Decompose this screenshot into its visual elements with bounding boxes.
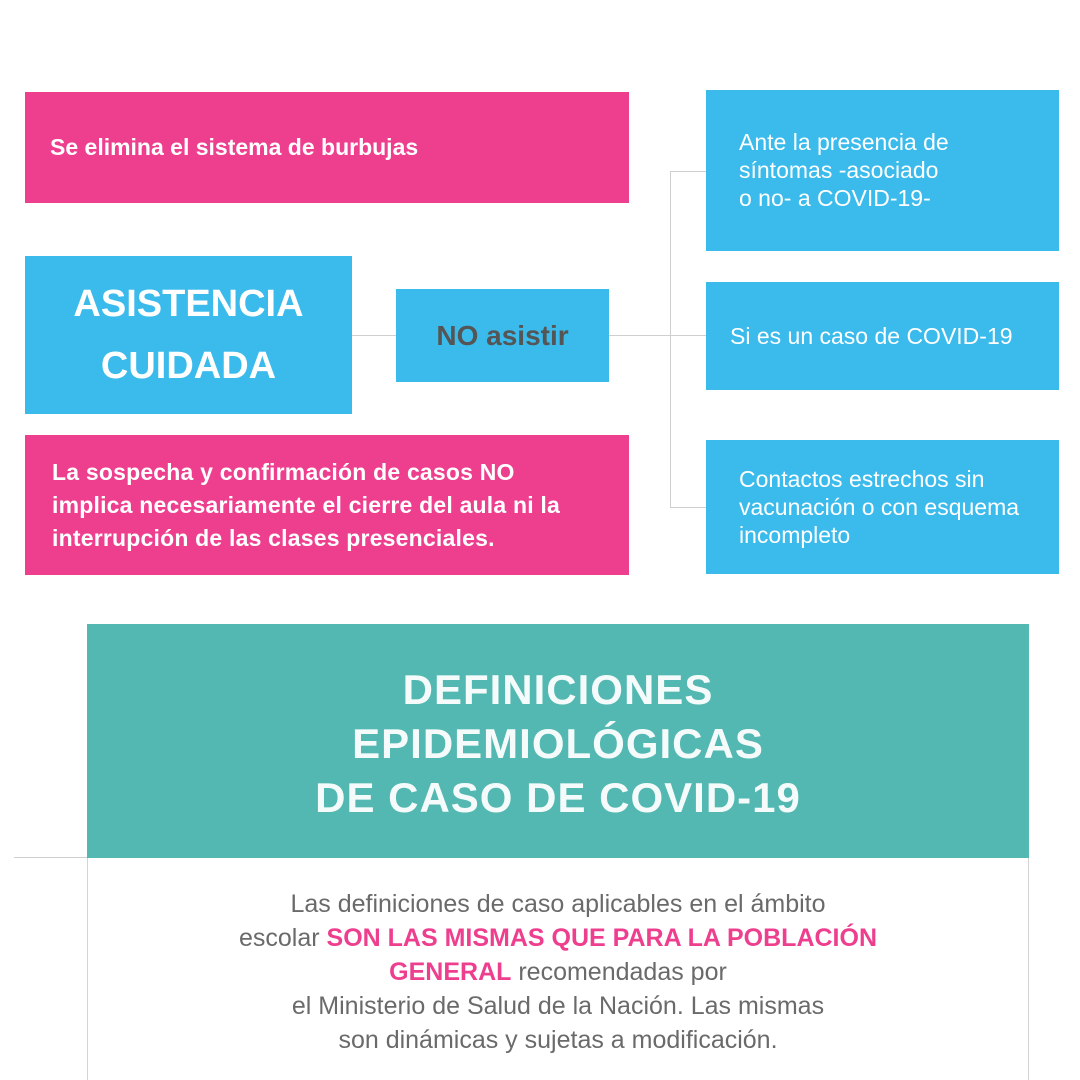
connector-vertical-branch: [670, 171, 671, 508]
bubble-system-note: [25, 92, 629, 203]
suspicion-line-2: implica necesariamente el cierre del aula ni la: [52, 491, 560, 518]
contacts-line-1: Contactos estrechos sin: [739, 466, 985, 492]
no-attend-box: [396, 289, 609, 382]
definitions-body-line-5: son dinámicas y sujetas a modificación.: [338, 1026, 778, 1054]
suspicion-text: [52, 456, 560, 555]
contacts-line-3: incompleto: [739, 522, 851, 548]
suspicion-line-1: La sospecha y confirmación de casos NO: [52, 458, 515, 485]
definitions-body-line-2: [88, 921, 1028, 955]
connector-to-symptoms: [670, 171, 706, 172]
symptoms-line-1: Ante la presencia de: [739, 129, 949, 155]
bubble-system-text: Se elimina el sistema de burbujas: [50, 134, 419, 160]
connector-title-to-no-asistir: [352, 335, 396, 336]
covid-case-text: Si es un caso de COVID-19: [730, 323, 1013, 349]
contacts-line-2: vacunación o con esquema: [739, 494, 1020, 520]
condition-covid-case: [706, 282, 1059, 390]
condition-contacts: [706, 440, 1059, 574]
definitions-header: [87, 624, 1029, 858]
condition-symptoms: [706, 90, 1059, 251]
definitions-highlight-2: GENERAL: [389, 958, 512, 986]
symptoms-line-3: o no- a COVID-19-: [739, 185, 931, 211]
main-title-box: [25, 256, 352, 414]
contacts-text: [739, 465, 1019, 549]
connector-to-contacts: [670, 507, 706, 508]
definitions-title-line-1: DEFINICIONES: [402, 666, 714, 713]
definitions-body-line-3: [88, 955, 1028, 989]
no-attend-text: NO asistir: [436, 319, 569, 351]
connector-no-asistir-to-branches: [609, 335, 671, 336]
connector-to-covid-case: [670, 335, 706, 336]
suspicion-note: [25, 435, 629, 575]
symptoms-text: [739, 128, 949, 212]
definitions-highlight-1: SON LAS MISMAS QUE PARA LA POBLACIÓN: [326, 924, 878, 952]
suspicion-line-3: interrupción de las clases presenciales.: [52, 524, 495, 551]
definitions-body-line-1: Las definiciones de caso aplicables en el ámbito: [290, 890, 826, 918]
main-title-line-1: ASISTENCIA: [73, 283, 304, 325]
symptoms-line-2: síntomas -asociado: [739, 157, 939, 183]
main-title-line-2: CUIDADA: [100, 345, 277, 387]
definitions-body-line-3-post: recomendadas por: [511, 958, 727, 986]
divider-left: [14, 857, 87, 858]
definitions-body-line-2-pre: escolar: [238, 924, 327, 952]
definitions-title-line-2: EPIDEMIOLÓGICAS: [352, 720, 764, 767]
definitions-body: [87, 858, 1029, 1080]
definitions-body-line-4: el Ministerio de Salud de la Nación. Las mismas: [291, 992, 825, 1020]
definitions-title-line-3: DE CASO DE COVID-19: [315, 774, 801, 821]
